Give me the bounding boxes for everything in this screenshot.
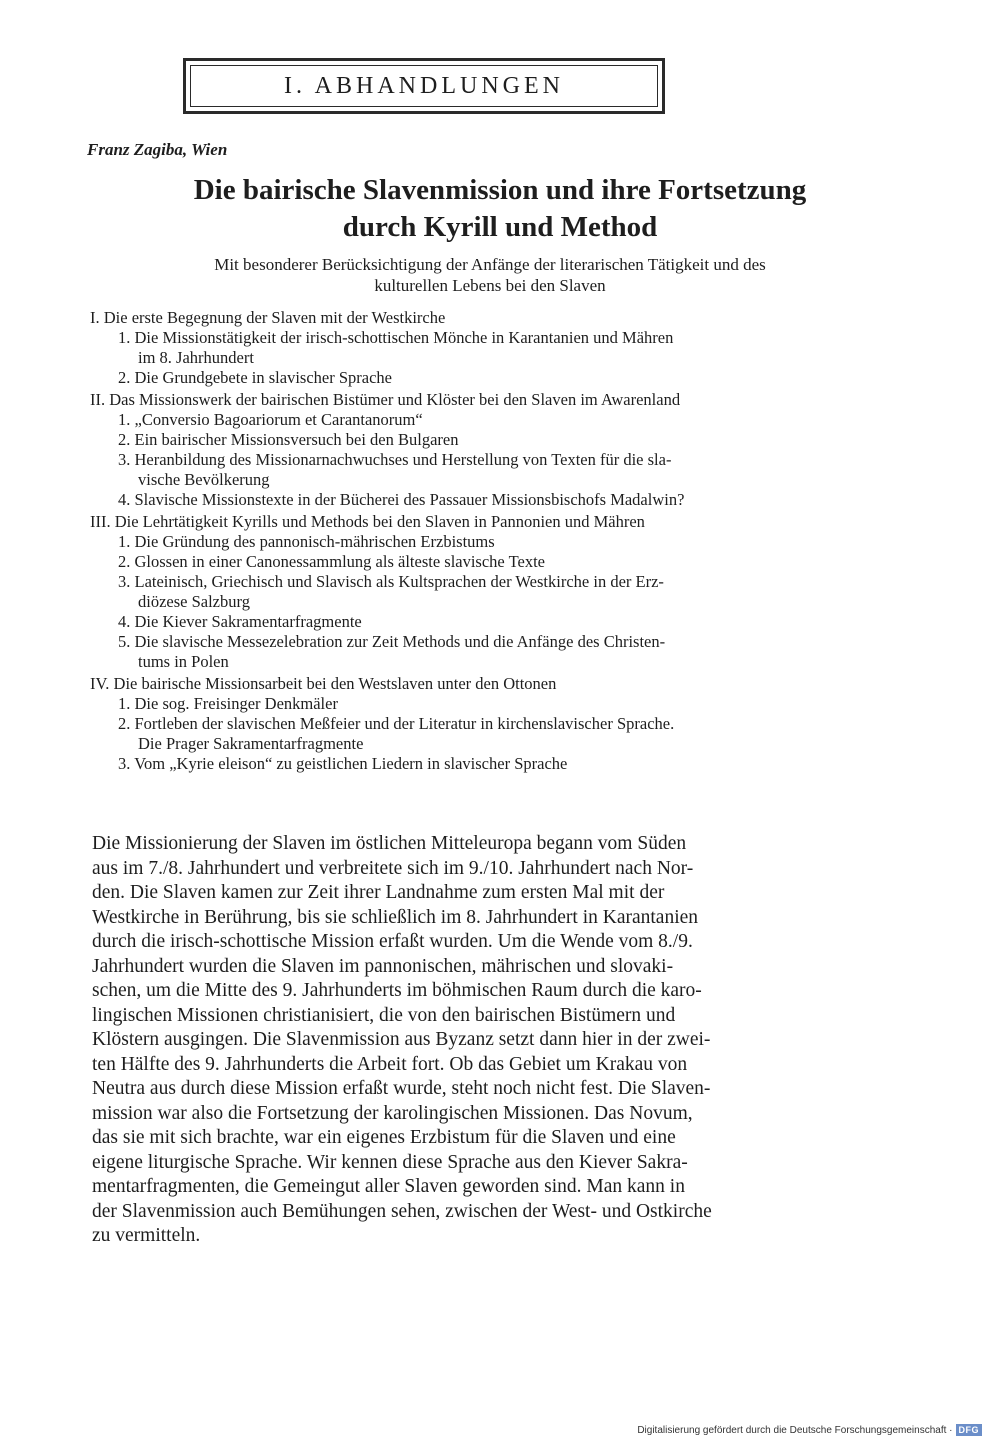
toc-item: 2. Die Grundgebete in slavischer Sprache [118, 368, 392, 387]
author-line: Franz Zagiba, Wien [87, 140, 228, 159]
body-line: den. Die Slaven kamen zur Zeit ihrer Landnahme zum ersten Mal mit der [92, 882, 665, 903]
toc-item: 5. Die slavische Messezelebration zur Zeit Methods und die Anfänge des Christen- [118, 632, 666, 651]
body-line: Die Missionierung der Slaven im östlichen Mitteleuropa begann vom Süden [92, 833, 687, 854]
toc-section-heading: III. Die Lehrtätigkeit Kyrills und Methods bei den Slaven in Pannonien und Mähren [90, 512, 645, 531]
subtitle-line: Mit besonderer Berücksichtigung der Anfänge der literarischen Tätigkeit und des [214, 255, 766, 274]
body-line: mission war also die Fortsetzung der karolingischen Missionen. Das Novum, [92, 1102, 693, 1124]
body-line: eigene liturgische Sprache. Wir kennen diese Sprache aus den Kiever Sakra- [92, 1151, 688, 1173]
section-heading-box [183, 58, 665, 114]
toc-item: 3. Heranbildung des Missionarnachwuchses und Herstellung von Texten für die sla- [118, 450, 672, 469]
toc-item: 4. Die Kiever Sakramentarfragmente [118, 612, 362, 631]
toc-item: 1. Die sog. Freisinger Denkmäler [118, 694, 338, 713]
toc-item: 3. Lateinisch, Griechisch und Slavisch als Kultsprachen der Westkirche in der Erz- [118, 572, 664, 591]
toc-item: 3. Vom „Kyrie eleison“ zu geistlichen Liedern in slavischer Sprache [118, 754, 568, 773]
body-line: das sie mit sich brachte, war ein eigenes Erzbistum für die Slaven und eine [92, 1127, 676, 1148]
article-title [100, 172, 900, 246]
toc-item-continuation: vische Bevölkerung [138, 470, 270, 489]
body-line: Neutra aus durch diese Mission erfaßt wurde, steht noch nicht fest. Die Slaven- [92, 1078, 711, 1099]
toc-section-1 [90, 308, 880, 388]
digitization-footer [637, 1424, 982, 1436]
toc-section-4 [90, 674, 880, 774]
toc-section-2 [90, 390, 880, 510]
subtitle-line: kulturellen Lebens bei den Slaven [374, 276, 606, 295]
body-line: mentarfragmenten, die Gemeingut aller Slaven geworden sind. Man kann in [92, 1176, 685, 1197]
body-line: durch die irisch-schottische Mission erfaßt wurden. Um die Wende vom 8./9. [92, 931, 693, 952]
body-line: ten Hälfte des 9. Jahrhunderts die Arbeit fort. Ob das Gebiet um Krakau von [92, 1053, 688, 1075]
toc-item-continuation: im 8. Jahrhundert [138, 348, 254, 367]
toc-item: 2. Fortleben der slavischen Meßfeier und der Literatur in kirchenslavischer Sprache. [118, 714, 675, 733]
body-line: lingischen Missionen christianisiert, die von den bairischen Bistümern und [92, 1004, 676, 1026]
toc-item: 1. Die Gründung des pannonisch-mährischen Erzbistums [118, 532, 495, 551]
toc-item-continuation: tums in Polen [138, 652, 229, 671]
section-heading: I. ABHANDLUNGEN [284, 72, 564, 99]
toc-item: 1. „Conversio Bagoariorum et Carantanorum“ [118, 410, 423, 429]
dfg-logo-icon: DFG [956, 1424, 983, 1436]
toc-section-heading: IV. Die bairische Missionsarbeit bei den Westslaven unter den Ottonen [90, 674, 557, 693]
toc-item: 4. Slavische Missionstexte in der Bücherei des Passauer Missionsbischofs Madalwin? [118, 490, 685, 509]
article-subtitle [100, 254, 880, 296]
footer-text: Digitalisierung gefördert durch die Deutsche Forschungsgemeinschaft · [637, 1424, 953, 1436]
toc-item-continuation: diözese Salzburg [138, 592, 250, 611]
body-line: schen, um die Mitte des 9. Jahrhunderts im böhmischen Raum durch die karo- [92, 980, 702, 1001]
body-line: zu vermitteln. [92, 1225, 201, 1246]
toc-item: 1. Die Missionstätigkeit der irisch-schottischen Mönche in Karantanien und Mähren [118, 328, 674, 347]
body-line: Westkirche in Berührung, bis sie schließlich im 8. Jahrhundert in Karantanien [92, 906, 699, 928]
body-line: Klöstern ausgingen. Die Slavenmission aus Byzanz setzt dann hier in der zwei- [92, 1029, 711, 1050]
body-line: Jahrhundert wurden die Slaven im pannonischen, mährischen und slovaki- [92, 955, 674, 977]
body-line: der Slavenmission auch Bemühungen sehen, zwischen der West- und Ostkirche [92, 1200, 712, 1222]
table-of-contents [90, 308, 880, 776]
section-heading-inner-frame [190, 65, 658, 107]
toc-section-heading: I. Die erste Begegnung der Slaven mit der Westkirche [90, 308, 446, 327]
toc-section-3 [90, 512, 880, 672]
body-paragraph [92, 832, 878, 1249]
toc-item: 2. Ein bairischer Missionsversuch bei den Bulgaren [118, 430, 459, 449]
title-line: durch Kyrill und Method [342, 211, 658, 243]
toc-item-continuation: Die Prager Sakramentarfragmente [138, 734, 364, 753]
toc-item: 2. Glossen in einer Canonessammlung als älteste slavische Texte [118, 552, 545, 571]
title-line: Die bairische Slavenmission und ihre Fortsetzung [193, 174, 807, 206]
toc-section-heading: II. Das Missionswerk der bairischen Bistümer und Klöster bei den Slaven im Awarenland [90, 390, 681, 409]
body-line: aus im 7./8. Jahrhundert und verbreitete sich im 9./10. Jahrhundert nach Nor- [92, 857, 694, 879]
